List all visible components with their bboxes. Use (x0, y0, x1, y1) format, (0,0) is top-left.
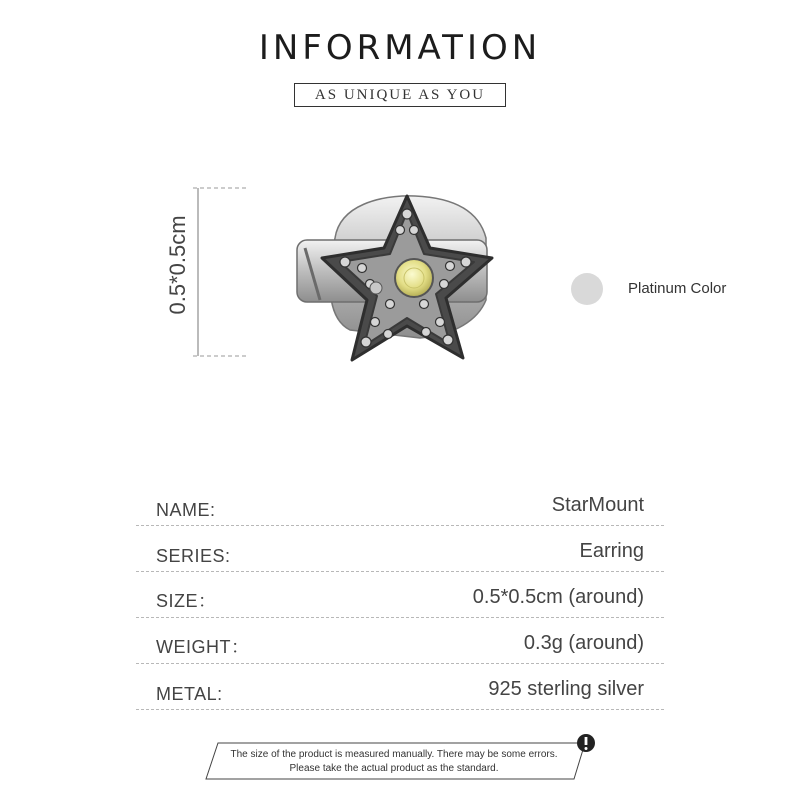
warning-icon (577, 734, 595, 752)
color-label: Platinum Color (628, 280, 727, 297)
spec-key: WEIGHT： (156, 637, 250, 657)
spec-key: SIZE： (156, 591, 217, 611)
notice-line-2: Please take the actual product as the standard. (289, 763, 499, 774)
spec-key: SERIES: (156, 546, 231, 566)
spec-value: StarMount (551, 494, 644, 516)
page-title: INFORMATION (258, 28, 542, 68)
spec-key: METAL: (156, 684, 223, 704)
spec-value: 0.5*0.5cm (around) (472, 586, 644, 608)
dimension-label: 0.5*0.5cm (165, 215, 190, 315)
spec-key: NAME: (156, 500, 216, 520)
notice-text (210, 748, 578, 776)
page-subtitle: AS UNIQUE AS YOU (294, 83, 506, 107)
spec-value: Earring (579, 540, 644, 562)
spec-value: 925 sterling silver (488, 678, 644, 700)
spec-value: 0.3g (around) (523, 632, 644, 654)
notice-line-1: The size of the product is measured manually. There may be some errors. (230, 749, 558, 760)
